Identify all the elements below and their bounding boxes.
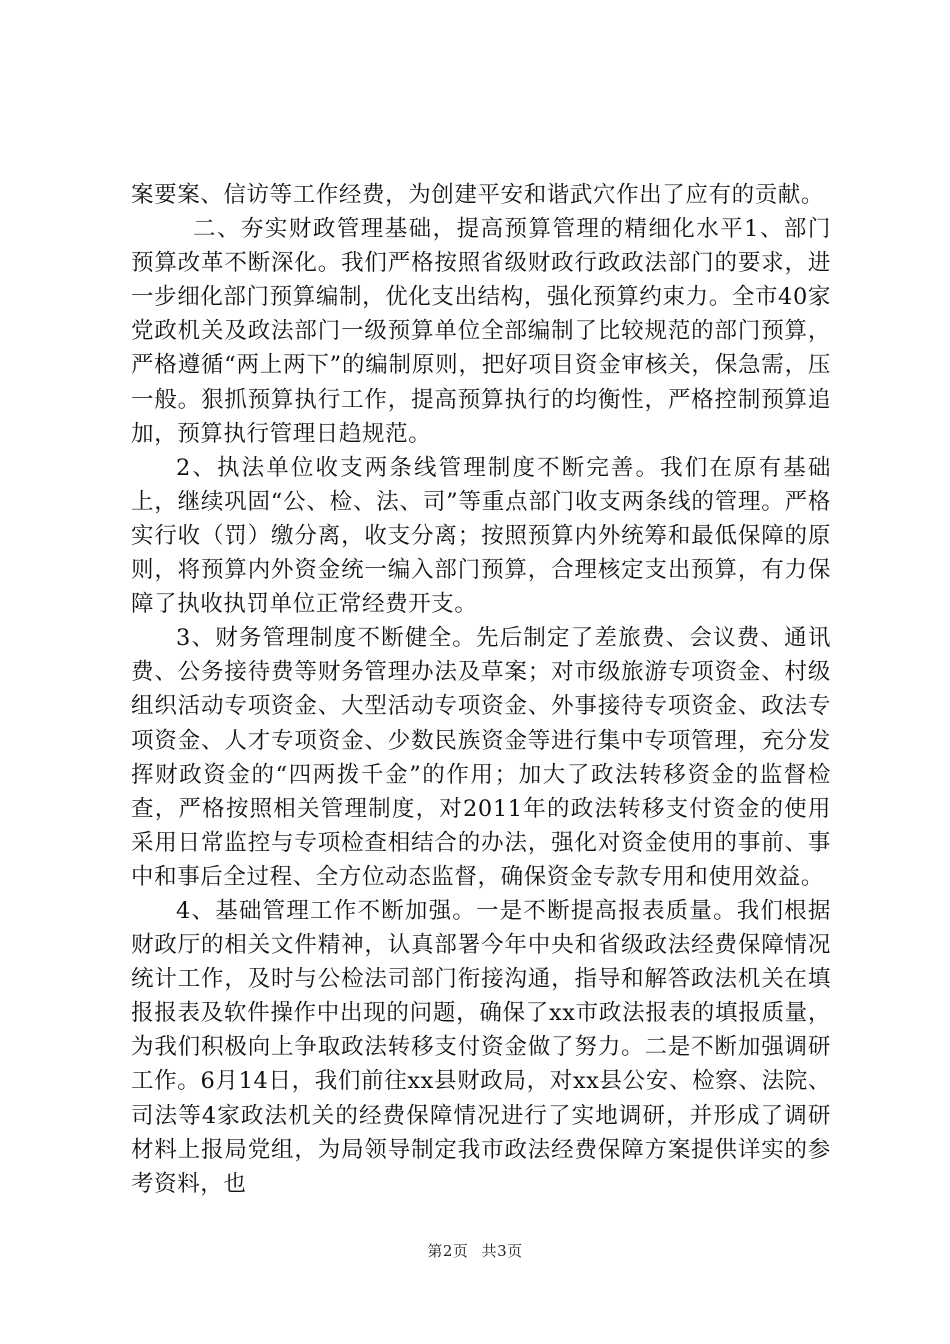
paragraph-1: 案要案、信访等工作经费，为创建平安和谐武穴作出了应有的贡献。: [131, 182, 825, 208]
document-body: [131, 178, 831, 1201]
paragraph-4: 3、财务管理制度不断健全。先后制定了差旅费、会议费、通讯费、公务接待费等财务管理办法及草案；对市级旅游专项资金、村级组织活动专项资金、大型活动专项资金、外事接待专项资金、政法专项资金、人才专项资金、少数民族资金等进行集中专项管理，充分发挥财政资金的“四两拨千金”的作用；加大了政法转移资金的监督检查，严格按照相关管理制度，对2011年的政法转移支付资金的使用采用日常监控与专项检查相结合的办法，强化对资金使用的事前、事中和事后全过程、全方位动态监督，确保资金专款专用和使用效益。: [131, 625, 831, 890]
paragraph-2: 二、夯实财政管理基础，提高预算管理的精细化水平1、部门预算改革不断深化。我们严格按照省级财政行政政法部门的要求，进一步细化部门预算编制，优化支出结构，强化预算约束力。全市40家党政机关及政法部门一级预算单位全部编制了比较规范的部门预算，严格遵循“两上两下”的编制原则，把好项目资金审核关，保急需，压一般。狠抓预算执行工作，提高预算执行的均衡性，严格控制预算追加，预算执行管理日趋规范。: [131, 216, 831, 447]
page-total: 共3页: [481, 1242, 523, 1260]
page-number: 第2页: [427, 1242, 469, 1260]
paragraph-5: 4、基础管理工作不断加强。一是不断提高报表质量。我们根据财政厅的相关文件精神，认真部署今年中央和省级政法经费保障情况统计工作，及时与公检法司部门衔接沟通，指导和解答政法机关在填报报表及软件操作中出现的问题，确保了xx市政法报表的填报质量，为我们积极向上争取政法转移支付资金做了努力。二是不断加强调研工作。6月14日，我们前往xx县财政局，对xx县公安、检察、法院、司法等4家政法机关的经费保障情况进行了实地调研，并形成了调研材料上报局党组，为局领导制定我市政法经费保障方案提供详实的参考资料，也: [131, 897, 831, 1197]
paragraph-3: 2、执法单位收支两条线管理制度不断完善。我们在原有基础上，继续巩固“公、检、法、司”等重点部门收支两条线的管理。严格实行收（罚）缴分离，收支分离；按照预算内外统筹和最低保障的原则，将预算内外资金统一编入部门预算，合理核定支出预算，有力保障了执收执罚单位正常经费开支。: [131, 454, 831, 618]
page-footer: [0, 1240, 950, 1261]
